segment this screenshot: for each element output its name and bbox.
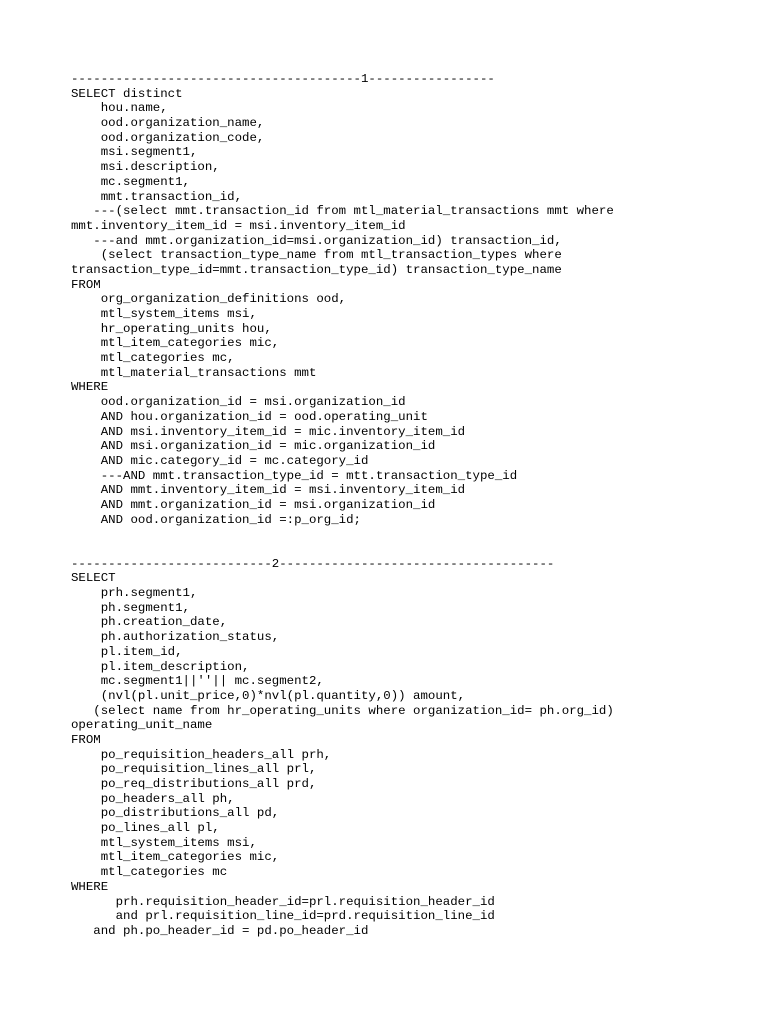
code-line: prh.segment1, [71, 586, 198, 601]
code-line: WHERE [71, 380, 109, 395]
code-line: org_organization_definitions ood, [71, 292, 347, 307]
code-line: po_requisition_headers_all prh, [71, 747, 332, 762]
code-line: mmt.inventory_item_id = msi.inventory_item_id [71, 218, 406, 233]
code-line: operating_unit_name [71, 718, 213, 733]
code-line: ph.segment1, [71, 600, 190, 615]
code-line: mtl_system_items msi, [71, 835, 257, 850]
code-line: hr_operating_units hou, [71, 321, 272, 336]
code-line [71, 542, 751, 557]
code-line: po_req_distributions_all prd, [71, 777, 317, 791]
code-line: msi.description, [71, 160, 220, 175]
code-line: AND mic.category_id = mc.category_id [71, 453, 369, 468]
code-line: hou.name, [71, 101, 168, 116]
code-line: ---------------------------2------------------------------------- [71, 556, 555, 571]
code-line: mtl_item_categories mic, [71, 850, 280, 865]
code-line: WHERE [71, 879, 109, 894]
code-line: SELECT [71, 571, 116, 586]
code-line: FROM [71, 277, 101, 292]
code-line: ph.authorization_status, [71, 630, 280, 645]
sql-document [71, 72, 751, 939]
code-line: po_lines_all pl, [71, 821, 220, 836]
code-line: SELECT distinct [71, 86, 183, 101]
code-line: ---(select mmt.transaction_id from mtl_material_transactions mmt where [71, 204, 614, 219]
code-line: mtl_categories mc, [71, 351, 235, 366]
code-line: (select transaction_type_name from mtl_transaction_types where [71, 248, 562, 263]
code-line: ood.organization_id = msi.organization_id [71, 395, 406, 410]
code-line: transaction_type_id=mmt.transaction_type_id) transaction_type_name [71, 262, 562, 277]
code-line [71, 527, 751, 542]
code-line: AND msi.organization_id = mic.organization_id [71, 439, 436, 454]
code-line: AND mmt.inventory_item_id = msi.inventory_item_id [71, 483, 466, 498]
code-line: ---------------------------------------1----------------- [71, 72, 495, 86]
code-line: ---and mmt.organization_id=msi.organization_id) transaction_id, [71, 233, 562, 248]
code-line: and prl.requisition_line_id=prd.requisition_line_id [71, 909, 495, 924]
code-line: prh.requisition_header_id=prl.requisition_header_id [71, 894, 495, 909]
code-line: pl.item_id, [71, 644, 183, 659]
code-line: mtl_material_transactions mmt [71, 365, 317, 380]
code-line: msi.segment1, [71, 145, 198, 160]
code-line: AND mmt.organization_id = msi.organization_id [71, 497, 436, 512]
code-line: mc.segment1, [71, 174, 190, 189]
code-line: ood.organization_code, [71, 130, 265, 145]
code-line: mtl_system_items msi, [71, 307, 257, 321]
code-line: mmt.transaction_id, [71, 189, 243, 204]
code-line: po_requisition_lines_all prl, [71, 762, 317, 777]
code-line: (select name from hr_operating_units where organization_id= ph.org_id) [71, 703, 614, 718]
code-line: FROM [71, 732, 101, 747]
code-line: mtl_categories mc [71, 865, 228, 880]
code-line: ---AND mmt.transaction_type_id = mtt.transaction_type_id [71, 468, 518, 483]
code-line: po_headers_all ph, [71, 791, 235, 806]
code-line: AND msi.inventory_item_id = mic.inventory_item_id [71, 424, 466, 439]
code-line: mc.segment1||''|| mc.segment2, [71, 674, 324, 689]
code-line: ph.creation_date, [71, 615, 228, 630]
code-line: AND ood.organization_id =:p_org_id; [71, 512, 361, 527]
code-line: ood.organization_name, [71, 116, 265, 131]
code-line: mtl_item_categories mic, [71, 336, 280, 351]
code-line: pl.item_description, [71, 659, 250, 674]
code-line: po_distributions_all pd, [71, 806, 280, 821]
code-line: (nvl(pl.unit_price,0)*nvl(pl.quantity,0)) amount, [71, 688, 466, 703]
code-line: AND hou.organization_id = ood.operating_unit [71, 409, 428, 424]
code-line: and ph.po_header_id = pd.po_header_id [71, 923, 369, 938]
